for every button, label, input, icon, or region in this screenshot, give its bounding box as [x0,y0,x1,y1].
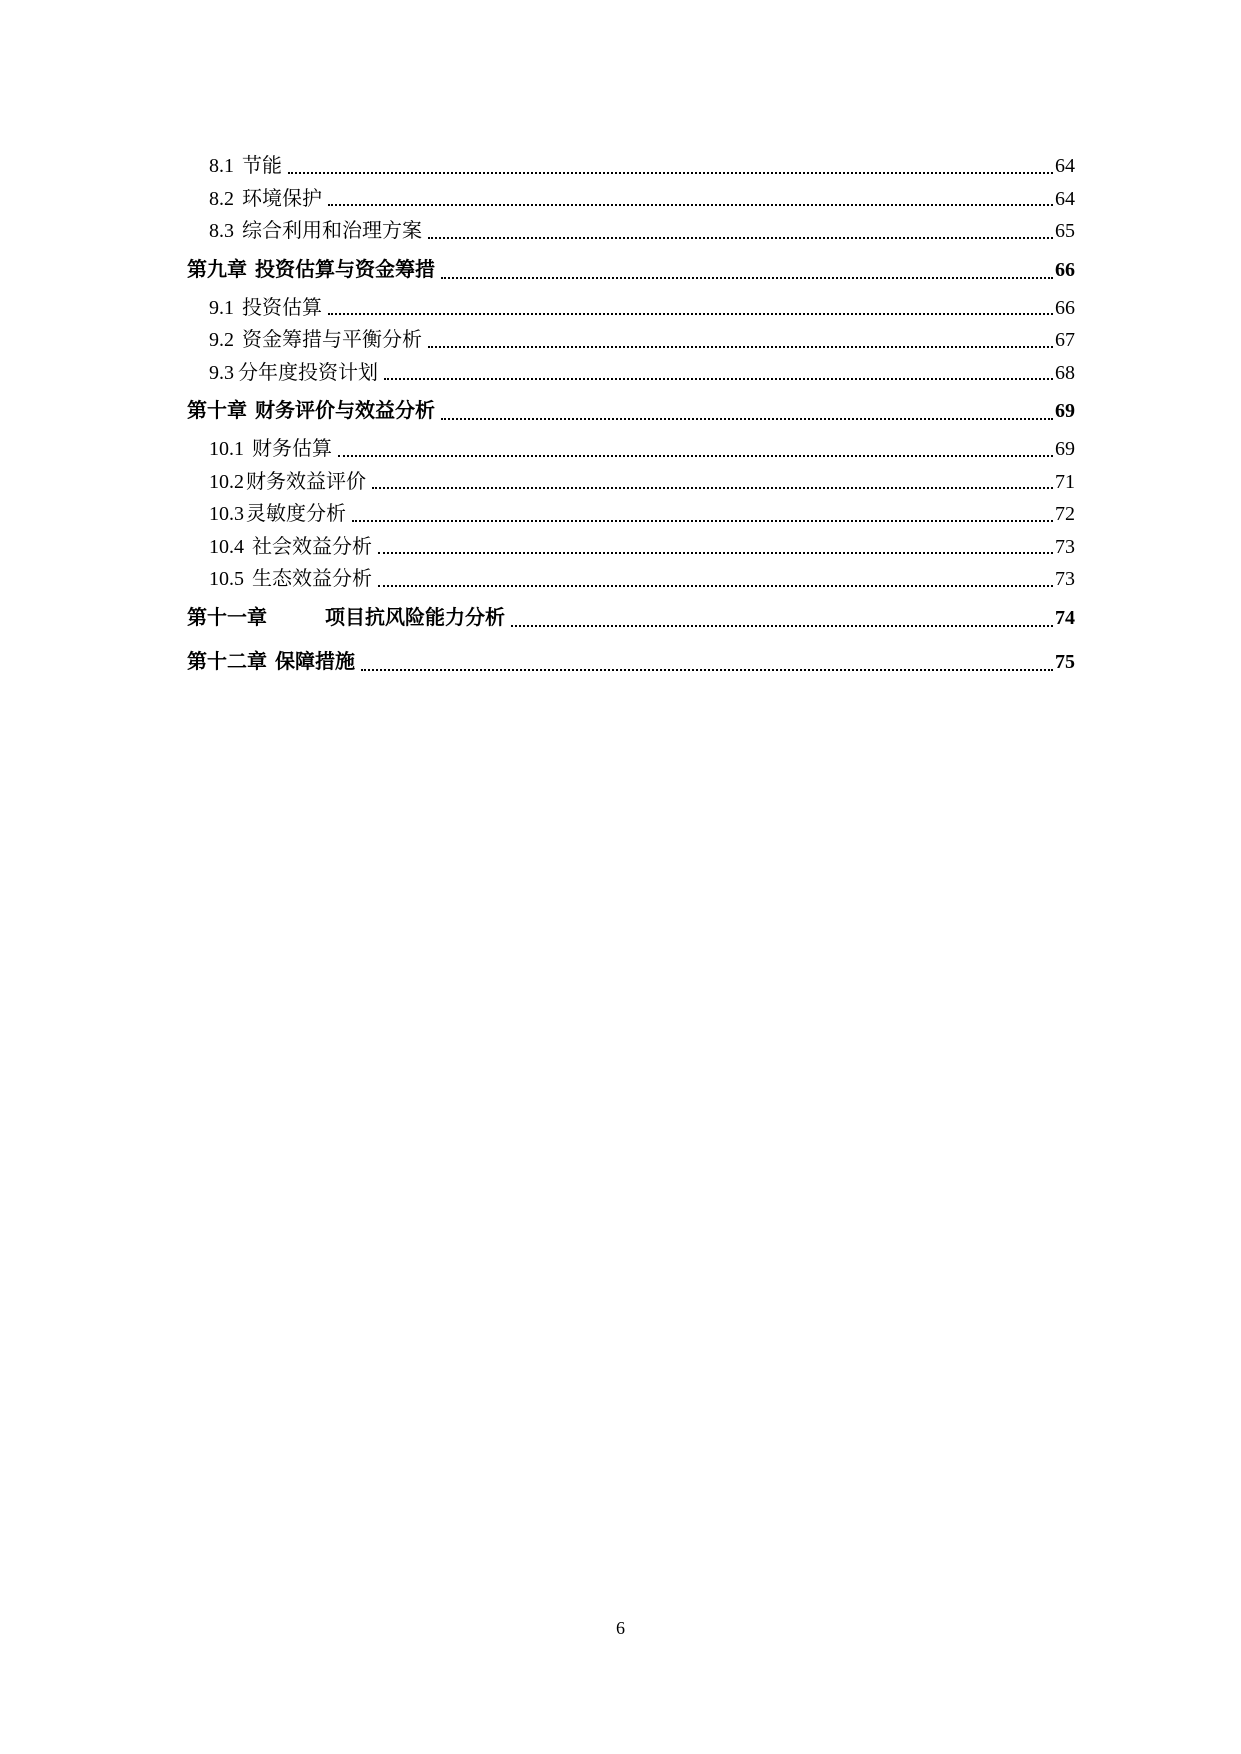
toc-entry-chapter-11[interactable] [187,596,1075,640]
toc-chapter-title: 项目抗风险能力分析 [325,606,505,629]
toc-entry-10-4[interactable] [187,531,1075,564]
toc-chapter-number: 第十章 [187,400,247,422]
toc-entry-title: 财务估算 [252,438,332,460]
toc-entry-number: 10.4 [209,535,244,558]
dot-leader [328,292,1053,325]
toc-entry-title: 社会效益分析 [252,535,372,558]
dot-leader [352,498,1053,531]
toc-entry-page: 71 [1055,470,1075,493]
toc-entry-page: 67 [1055,329,1075,351]
toc-entry-8-1[interactable] [187,150,1075,183]
toc-entry-title: 生态效益分析 [252,568,372,590]
toc-chapter-page: 69 [1055,400,1075,422]
toc-entry-chapter-12[interactable] [187,640,1075,684]
dot-leader [441,248,1053,292]
toc-entry-number: 9.2 [209,329,234,351]
toc-entry-number: 10.5 [209,568,244,590]
toc-entry-8-2[interactable] [187,183,1075,216]
toc-entry-title: 综合利用和治理方案 [242,220,422,242]
toc-entry-page: 65 [1055,220,1075,242]
toc-entry-title: 节能 [242,155,282,177]
dot-leader [338,433,1053,466]
toc-entry-number: 10.3 [209,503,244,525]
toc-entry-page: 64 [1055,155,1075,177]
dot-leader [511,596,1053,640]
toc-entry-10-5[interactable] [187,563,1075,596]
toc-entry-page: 72 [1055,503,1075,525]
dot-leader [384,357,1053,390]
dot-leader [428,215,1053,248]
table-of-contents [187,150,1075,684]
toc-entry-title: 财务效益评价 [246,470,366,493]
toc-entry-title: 灵敏度分析 [246,503,346,525]
dot-leader [378,563,1053,596]
toc-entry-page: 66 [1055,296,1075,319]
toc-entry-title: 投资估算 [242,296,322,319]
toc-entry-9-1[interactable] [187,292,1075,325]
toc-entry-title: 资金筹措与平衡分析 [242,329,422,351]
toc-chapter-title: 财务评价与效益分析 [255,400,435,422]
toc-chapter-number: 第十一章 [187,606,267,629]
dot-leader [441,389,1053,433]
toc-chapter-number: 第十二章 [187,650,267,673]
toc-entry-chapter-9[interactable] [187,248,1075,292]
toc-entry-page: 73 [1055,568,1075,590]
page-number: 6 [616,1618,625,1638]
dot-leader [378,531,1053,564]
toc-entry-10-1[interactable] [187,433,1075,466]
toc-entry-9-3[interactable] [187,357,1075,390]
toc-entry-number: 9.1 [209,296,234,319]
toc-chapter-title: 投资估算与资金筹措 [255,258,435,281]
dot-leader [328,183,1053,216]
toc-entry-9-2[interactable] [187,324,1075,357]
toc-chapter-number: 第九章 [187,258,247,281]
toc-chapter-page: 74 [1055,606,1075,629]
toc-entry-page: 73 [1055,535,1075,558]
toc-entry-number: 8.3 [209,220,234,242]
toc-entry-number: 10.2 [209,470,244,493]
dot-leader [372,466,1053,499]
toc-entry-number: 9.3 [209,361,234,384]
toc-entry-10-3[interactable] [187,498,1075,531]
dot-leader [288,150,1053,183]
dot-leader [428,324,1053,357]
toc-chapter-page: 75 [1055,650,1075,673]
toc-entry-page: 64 [1055,187,1075,210]
toc-entry-title: 环境保护 [242,187,322,210]
toc-entry-8-3[interactable] [187,215,1075,248]
toc-entry-number: 8.1 [209,155,234,177]
toc-entry-10-2[interactable] [187,466,1075,499]
toc-entry-number: 10.1 [209,438,244,460]
toc-entry-title: 分年度投资计划 [238,361,378,384]
toc-entry-page: 69 [1055,438,1075,460]
toc-entry-number: 8.2 [209,187,234,210]
toc-chapter-title: 保障措施 [275,650,355,673]
dot-leader [361,640,1053,684]
toc-chapter-page: 66 [1055,258,1075,281]
toc-entry-page: 68 [1055,361,1075,384]
toc-entry-chapter-10[interactable] [187,389,1075,433]
